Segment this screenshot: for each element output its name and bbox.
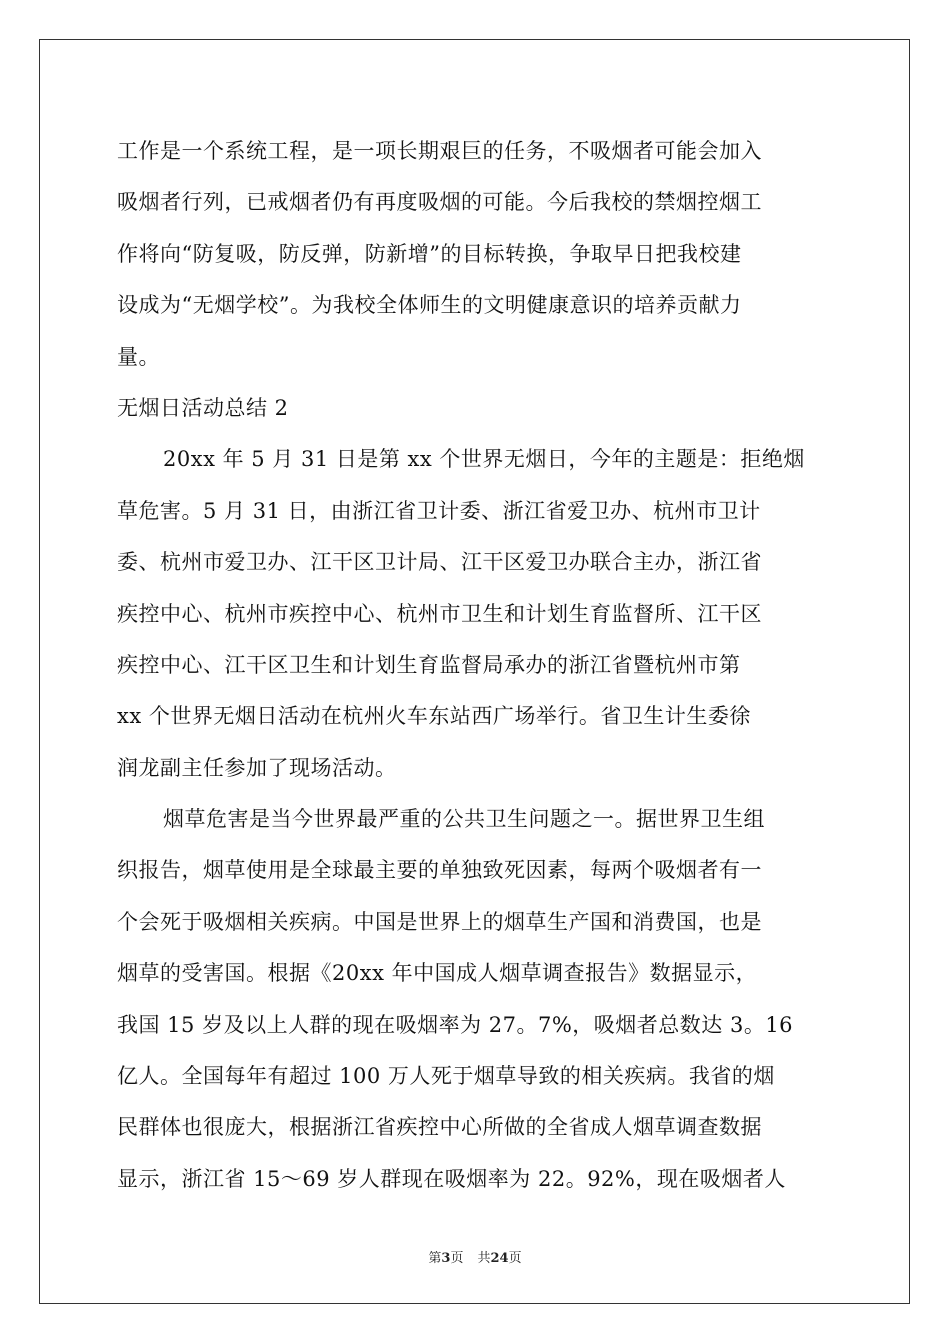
total-pages: 24 <box>490 1251 509 1266</box>
total-prefix: 共 <box>477 1251 491 1266</box>
text-line: 我国 15 岁及以上人群的现在吸烟率为 27。7%，吸烟者总数达 3。16 <box>117 1012 794 1037</box>
text-line: 委、杭州市爱卫办、江干区卫计局、江干区爱卫办联合主办，浙江省 <box>117 550 762 575</box>
page-prefix: 第 <box>428 1251 442 1266</box>
text-line: 疾控中心、杭州市疾控中心、杭州市卫生和计划生育监督所、江干区 <box>117 601 762 626</box>
page-footer <box>0 1247 950 1266</box>
text-line: 个会死于吸烟相关疾病。中国是世界上的烟草生产国和消费国，也是 <box>117 909 762 934</box>
text-line: 量。 <box>117 344 160 369</box>
text-line: 吸烟者行列，已戒烟者仍有再度吸烟的可能。今后我校的禁烟控烟工 <box>117 190 762 215</box>
text-line: 工作是一个系统工程，是一项长期艰巨的任务，不吸烟者可能会加入 <box>117 139 762 163</box>
total-suffix: 页 <box>508 1251 522 1266</box>
text-line: 作将向“防复吸，防反弹，防新增”的目标转换，争取早日把我校建 <box>117 241 742 266</box>
text-line: 润龙副主任参加了现场活动。 <box>117 755 397 780</box>
text-line: 织报告，烟草使用是全球最主要的单独致死因素，每两个吸烟者有一 <box>117 858 762 883</box>
page-number: 3 <box>441 1251 451 1266</box>
text-line: 民群体也很庞大，根据浙江省疾控中心所做的全省成人烟草调查数据 <box>117 1115 762 1140</box>
text-line: xx 个世界无烟日活动在杭州火车东站西广场举行。省卫生计生委徐 <box>117 704 751 729</box>
text-line: 20xx 年 5 月 31 日是第 xx 个世界无烟日，今年的主题是：拒绝烟 <box>163 447 805 472</box>
text-line: 显示，浙江省 15～69 岁人群现在吸烟率为 22。92%，现在吸烟者人 <box>117 1166 786 1191</box>
section-heading: 无烟日活动总结 2 <box>117 395 289 420</box>
text-line: 疾控中心、江干区卫生和计划生育监督局承办的浙江省暨杭州市第 <box>117 652 741 677</box>
text-line: 亿人。全国每年有超过 100 万人死于烟草导致的相关疾病。我省的烟 <box>117 1064 775 1089</box>
text-line: 草危害。5 月 31 日，由浙江省卫计委、浙江省爱卫办、杭州市卫计 <box>117 498 761 523</box>
page-suffix: 页 <box>450 1251 464 1266</box>
text-line: 烟草的受害国。根据《20xx 年中国成人烟草调查报告》数据显示， <box>117 961 758 986</box>
text-line: 烟草危害是当今世界最严重的公共卫生问题之一。据世界卫生组 <box>163 807 765 832</box>
text-line: 设成为“无烟学校”。为我校全体师生的文明健康意识的培养贡献力 <box>117 293 742 318</box>
document-body <box>117 126 837 1205</box>
